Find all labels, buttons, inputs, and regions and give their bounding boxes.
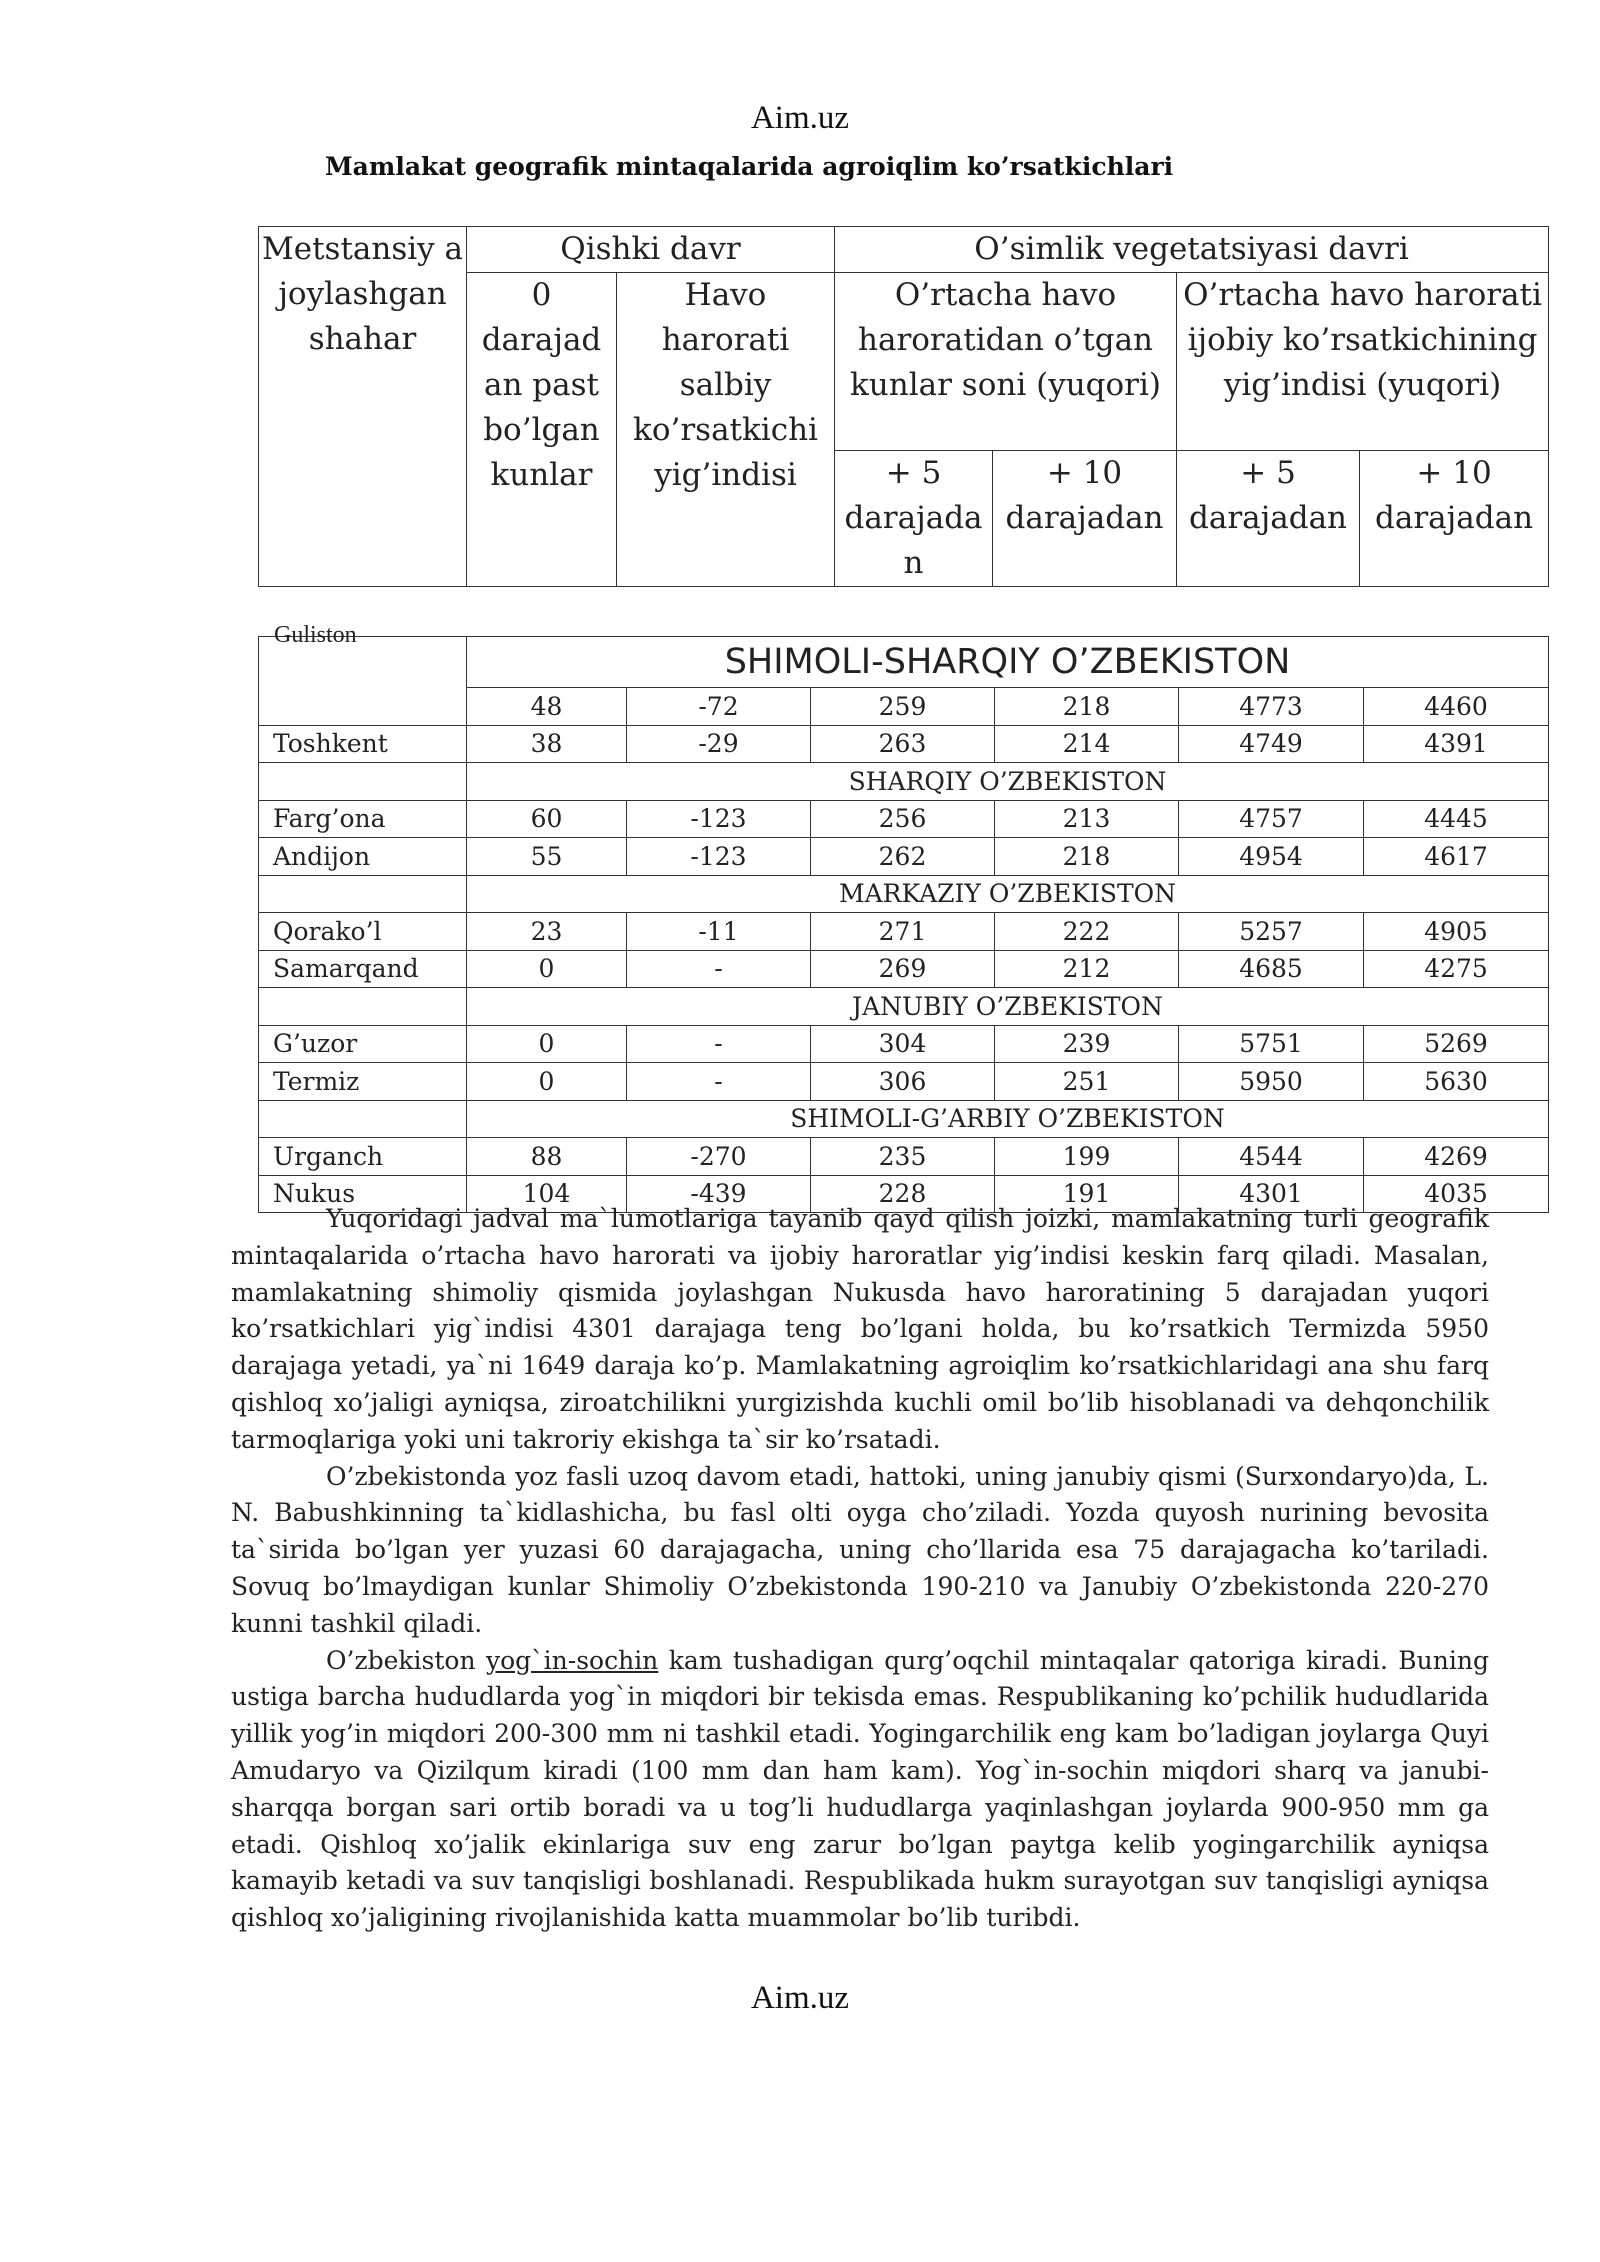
- value-cell: 5630: [1364, 1063, 1549, 1101]
- table-row: [259, 1063, 1549, 1101]
- value-cell: 304: [811, 1025, 995, 1063]
- value-cell: -123: [627, 838, 811, 876]
- header-zero-days: 0 darajad an past bo’lgan kunlar: [467, 273, 617, 587]
- value-cell: 212: [995, 950, 1179, 988]
- value-cell: 55: [467, 838, 627, 876]
- region-heading: SHARQIY O’ZBEKISTON: [467, 763, 1549, 801]
- value-cell: 5950: [1179, 1063, 1364, 1101]
- value-cell: -: [627, 1063, 811, 1101]
- value-cell: 4617: [1364, 838, 1549, 876]
- value-cell: 199: [995, 1138, 1179, 1176]
- header-avg-days: O’rtacha havo haroratidan o’tgan kunlar soni (yuqori): [835, 273, 1177, 451]
- table-row: [259, 688, 1549, 726]
- paragraph-3: [231, 1643, 1489, 1937]
- value-cell: 5751: [1179, 1025, 1364, 1063]
- value-cell: 269: [811, 950, 995, 988]
- region-row: [259, 1100, 1549, 1138]
- value-cell: 4269: [1364, 1138, 1549, 1176]
- value-cell: 271: [811, 913, 995, 951]
- region-empty-cell: [259, 1100, 467, 1138]
- region-heading: SHIMOLI-G’ARBIY O’ZBEKISTON: [467, 1100, 1549, 1138]
- value-cell: -72: [627, 688, 811, 726]
- header-negative-sum: Havo harorati salbiy ko’rsatkichi yig’indisi: [617, 273, 835, 587]
- header-positive-sum: O’rtacha havo harorati ijobiy ko’rsatkichining yig’indisi (yuqori): [1177, 273, 1549, 451]
- site-watermark-top: Aim.uz: [750, 100, 850, 136]
- city-name: Toshkent: [259, 725, 467, 763]
- value-cell: 4035: [1364, 1175, 1549, 1213]
- value-cell: 306: [811, 1063, 995, 1101]
- value-cell: 0: [467, 1063, 627, 1101]
- value-cell: 5269: [1364, 1025, 1549, 1063]
- value-cell: -29: [627, 725, 811, 763]
- region-row: [259, 875, 1549, 913]
- value-cell: 263: [811, 725, 995, 763]
- data-table: [258, 636, 1549, 1213]
- value-cell: 4773: [1179, 688, 1364, 726]
- value-cell: 218: [995, 688, 1179, 726]
- value-cell: 5257: [1179, 913, 1364, 951]
- value-cell: 23: [467, 913, 627, 951]
- value-cell: 251: [995, 1063, 1179, 1101]
- value-cell: 4544: [1179, 1138, 1364, 1176]
- value-cell: 4954: [1179, 838, 1364, 876]
- table-row: [259, 1138, 1549, 1176]
- region-empty-cell: [259, 763, 467, 801]
- value-cell: 262: [811, 838, 995, 876]
- value-cell: 4757: [1179, 800, 1364, 838]
- value-cell: 213: [995, 800, 1179, 838]
- site-watermark-bottom: Aim.uz: [750, 1980, 850, 2016]
- table-row: [259, 838, 1549, 876]
- header-vegetation: O’simlik vegetatsiyasi davri: [835, 227, 1549, 273]
- value-cell: 104: [467, 1175, 627, 1213]
- region-heading: SHIMOLI-SHARQIY O’ZBEKISTON: [467, 637, 1549, 688]
- header-city: Metstansiy a joylashgan shahar: [259, 227, 467, 587]
- value-cell: 4301: [1179, 1175, 1364, 1213]
- table-row: [259, 1025, 1549, 1063]
- value-cell: 4905: [1364, 913, 1549, 951]
- value-cell: 228: [811, 1175, 995, 1213]
- table-row: [259, 800, 1549, 838]
- city-name: Qorako’l: [259, 913, 467, 951]
- paragraph-3-start: O’zbekiston: [326, 1645, 486, 1675]
- paragraph-1: Yuqoridagi jadval ma`lumotlariga tayanib qayd qilish joizki, mamlakatning turli geografik mintaqalarida o’rtacha havo harorati va ijobiy haroratlar yig’indisi keskin farq qiladi. Masalan, mamlakatning shimoliy qismida joylashgan Nukusda havo haroratining 5 darajadan yuqori ko’rsatkichlari yig`indisi 4301 darajaga teng bo’lgani holda, bu ko’rsatkich Termizda 5950 darajaga yetadi, ya`ni 1649 daraja ko’p. Mamlakatning agroiqlim ko’rsatkichlaridagi ana shu farq qishloq xo’jaligi ayniqsa, ziroatchilikni yurgizishda kuchli omil bo’lib hisoblanadi va dehqonchilik tarmoqlariga yoki uni takroriy ekishga ta`sir ko’rsatadi.: [231, 1204, 1489, 1454]
- city-name: [259, 688, 467, 726]
- header-winter: Qishki davr: [467, 227, 835, 273]
- value-cell: 4445: [1364, 800, 1549, 838]
- value-cell: 214: [995, 725, 1179, 763]
- value-cell: -270: [627, 1138, 811, 1176]
- value-cell: 0: [467, 1025, 627, 1063]
- region-empty-cell: [259, 875, 467, 913]
- region-heading: MARKAZIY O’ZBEKISTON: [467, 875, 1549, 913]
- value-cell: 4685: [1179, 950, 1364, 988]
- body-text: [231, 1201, 1489, 1937]
- precipitation-link[interactable]: yog`in-sochin: [485, 1645, 659, 1675]
- header-plus5-days: + 5 darajada n: [835, 451, 993, 587]
- value-cell: 48: [467, 688, 627, 726]
- value-cell: 4391: [1364, 725, 1549, 763]
- value-cell: 191: [995, 1175, 1179, 1213]
- header-plus10-sum: + 10 darajadan: [1360, 451, 1549, 587]
- city-name: Urganch: [259, 1138, 467, 1176]
- paragraph-2: O’zbekistonda yoz fasli uzoq davom etadi, hattoki, uning janubiy qismi (Surxondaryo)da, L. N. Babushkinning ta`kidlashicha, bu fasl olti oyga cho’ziladi. Yozda quyosh nurining bevosita ta`sirida bo’lgan yer yuzasi 60 darajagacha, uning cho’llarida esa 75 darajagacha ko’tariladi. Sovuq bo’lmaydigan kunlar Shimoliy O’zbekistonda 190-210 va Janubiy O’zbekistonda 220-270 kunni tashkil qiladi.: [231, 1461, 1489, 1638]
- city-name: G’uzor: [259, 1025, 467, 1063]
- value-cell: 4749: [1179, 725, 1364, 763]
- region-row: [259, 637, 1549, 688]
- value-cell: -11: [627, 913, 811, 951]
- value-cell: 222: [995, 913, 1179, 951]
- region-empty-cell: [259, 988, 467, 1026]
- header-plus5-sum: + 5 darajadan: [1177, 451, 1360, 587]
- value-cell: 235: [811, 1138, 995, 1176]
- city-name: Farg’ona: [259, 800, 467, 838]
- table-title: Mamlakat geografik mintaqalarida agroiqlim ko’rsatkichlari: [325, 152, 1174, 181]
- table-header: [258, 226, 1549, 587]
- value-cell: 259: [811, 688, 995, 726]
- region-heading: JANUBIY O’ZBEKISTON: [467, 988, 1549, 1026]
- table-row: [259, 913, 1549, 951]
- value-cell: -123: [627, 800, 811, 838]
- paragraph-3-rest: kam tushadigan qurg’oqchil mintaqalar qatoriga kiradi. Buning ustiga barcha hududlarda yog`in miqdori bir tekisda emas. Respublikaning ko’pchilik hududlarida yillik yog’in miqdori 200-300 mm ni tashkil etadi. Yogingarchilik eng kam bo’ladigan joylarga Quyi Amudaryo va Qizilqum kiradi (100 mm dan ham kam). Yog`in-sochin miqdori sharq va janubi-sharqqa borgan sari ortib boradi va u tog’li hududlarga yaqinlashgan joylarda 900-950 mm ga etadi. Qishloq xo’jalik ekinlariga suv eng zarur bo’lgan paytga kelib yogingarchilik ayniqsa kamayib ketadi va suv tanqisligi boshlanadi. Respublikada hukm surayotgan suv tanqisligi ayniqsa qishloq xo’jaligining rivojlanishida katta muammolar bo’lib turibdi.: [231, 1645, 1489, 1933]
- value-cell: 60: [467, 800, 627, 838]
- value-cell: 4460: [1364, 688, 1549, 726]
- value-cell: 239: [995, 1025, 1179, 1063]
- value-cell: 218: [995, 838, 1179, 876]
- table-row: [259, 950, 1549, 988]
- city-name: Andijon: [259, 838, 467, 876]
- value-cell: 38: [467, 725, 627, 763]
- value-cell: 4275: [1364, 950, 1549, 988]
- table-row: [259, 725, 1549, 763]
- city-name: Samarqand: [259, 950, 467, 988]
- city-name: Termiz: [259, 1063, 467, 1101]
- region-row: [259, 988, 1549, 1026]
- city-name-guliston: Guliston: [274, 622, 357, 648]
- value-cell: 256: [811, 800, 995, 838]
- value-cell: -: [627, 1025, 811, 1063]
- value-cell: -: [627, 950, 811, 988]
- region-row: [259, 763, 1549, 801]
- value-cell: 88: [467, 1138, 627, 1176]
- header-plus10-days: + 10 darajadan: [993, 451, 1177, 587]
- value-cell: -439: [627, 1175, 811, 1213]
- city-name: Nukus: [259, 1175, 467, 1213]
- value-cell: 0: [467, 950, 627, 988]
